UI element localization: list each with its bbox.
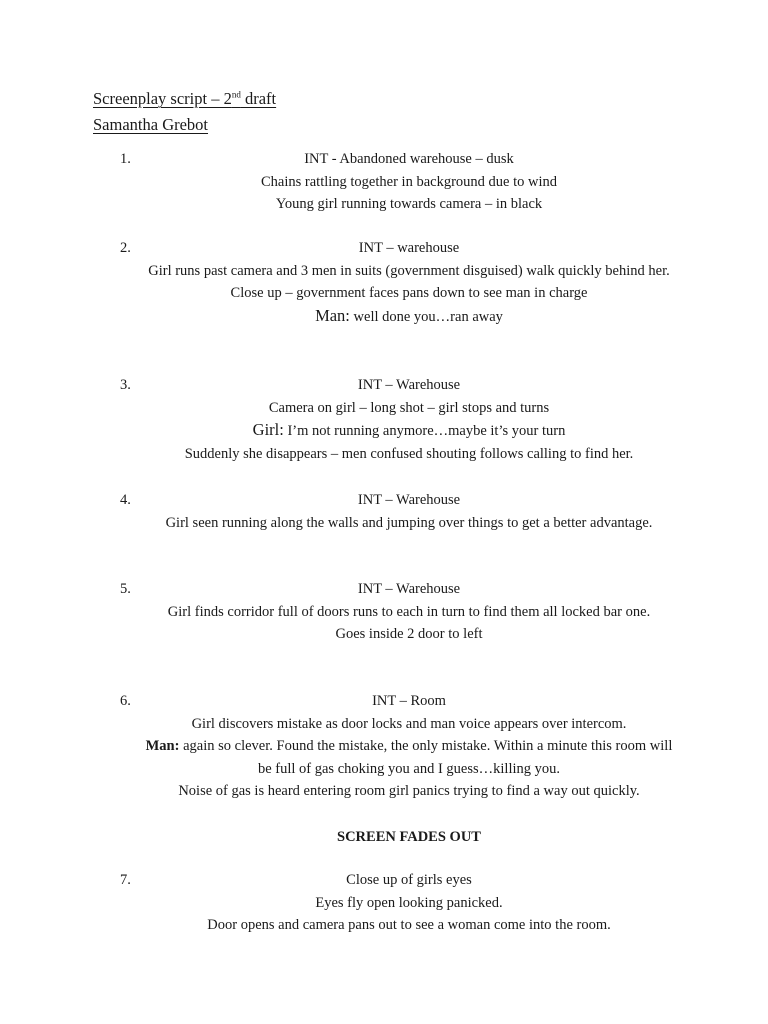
script-author: Samantha Grebot (93, 115, 209, 134)
dialogue-line (145, 419, 673, 443)
scene-body (145, 578, 673, 646)
scene-number: 6. (120, 693, 131, 709)
dialogue-text: I’m not running anymore…maybe it’s your turn (283, 423, 566, 439)
dialogue-line (145, 305, 673, 329)
scene-number: 4. (120, 492, 131, 508)
action-line: Eyes fly open looking panicked. (315, 894, 503, 911)
action-line: Noise of gas is heard entering room girl panics trying to find a way out quickly. (178, 783, 640, 799)
action-line: Suddenly she disappears – men confused shouting follows calling to find her. (184, 445, 634, 462)
scene-number: 2. (120, 240, 131, 256)
action-line: Camera on girl – long shot – girl stops and turns (268, 399, 550, 416)
scene-body (145, 148, 673, 216)
action-line: Girl finds corridor full of doors runs to each in turn to find them all locked bar one. (167, 603, 651, 620)
action-line: Close up – government faces pans down to see man in charge (230, 285, 588, 301)
scene-heading: INT – Warehouse (357, 377, 461, 393)
dialogue-text: well done you…ran away (349, 308, 503, 325)
speaker-name: Man: (315, 305, 350, 325)
scene-body (145, 869, 673, 937)
scene-heading: INT – warehouse (358, 240, 460, 256)
scene-heading: INT – Warehouse (357, 492, 461, 508)
scene-number: 5. (120, 581, 131, 597)
scene-heading: INT – Room (372, 693, 446, 709)
dialogue-text: again so clever. Found the mistake, the only mistake. Within a minute this room will be full of gas choking you and I guess…killing you. (179, 738, 673, 777)
scene-number: 1. (120, 151, 131, 167)
scene-body (145, 690, 673, 803)
action-line: Young girl running towards camera – in black (275, 196, 543, 212)
action-line: Door opens and camera pans out to see a woman come into the room. (207, 917, 611, 933)
scene-number: 3. (120, 377, 131, 393)
script-header (93, 86, 276, 138)
speaker-name: Man: (145, 738, 180, 754)
scene-number: 7. (120, 872, 131, 888)
action-line: Girl discovers mistake as door locks and man voice appears over intercom. (191, 715, 627, 732)
scene-heading: INT – Warehouse (357, 581, 461, 597)
script-title: Screenplay script – 2nd draft (93, 89, 277, 108)
action-line: Goes inside 2 door to left (335, 626, 483, 642)
scene-body (145, 374, 673, 465)
transition-screen-fades-out: SCREEN FADES OUT (337, 829, 481, 845)
scene-body (145, 237, 673, 328)
speaker-name: Girl: (252, 420, 284, 439)
scene-heading: INT - Abandoned warehouse – dusk (304, 151, 514, 167)
action-line: Girl runs past camera and 3 men in suits (government disguised) walk quickly behind her. (148, 262, 670, 279)
action-line: Girl seen running along the walls and jumping over things to get a better advantage. (165, 514, 653, 531)
scene-heading: Close up of girls eyes (346, 872, 472, 888)
action-line: Chains rattling together in background due to wind (261, 173, 557, 190)
dialogue-line (145, 735, 673, 780)
scene-body (145, 489, 673, 534)
